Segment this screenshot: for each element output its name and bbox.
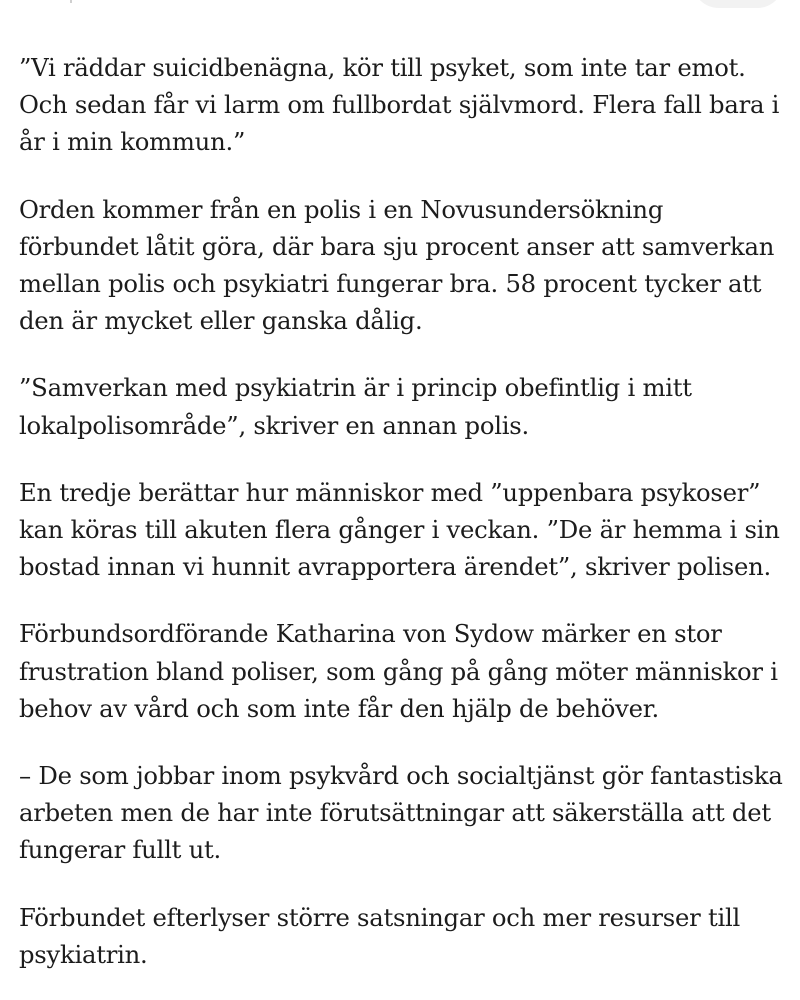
paragraph-psychoses: En tredje berättar hur människor med ”uppenbara psykoser” kan köras till akuten flera gånger i veckan. ”De är hemma i sin bostad innan vi hunnit avrapportera ärendet”, skriver polisen. bbox=[19, 477, 780, 582]
top-action-button[interactable] bbox=[692, 0, 784, 8]
paragraph-novus-survey: Orden kommer från en polis i en Novusundersökning förbundet låtit göra, där bara sju procent anser att samverkan mellan polis och psykiatri fungerar bra. 58 procent tycker att den är mycket eller ganska dålig. bbox=[19, 194, 775, 336]
paragraph-quote-samverkan: ”Samverkan med psykiatrin är i princip obefintlig i mitt lokalpolisområde”, skriver en annan polis. bbox=[19, 373, 692, 440]
paragraph-chairperson: Förbundsordförande Katharina von Sydow märker en stor frustration bland poliser, som gång på gång möter människor i behov av vård och som inte får den hjälp de behöver. bbox=[19, 619, 778, 723]
paragraph-chairperson-quote: – De som jobbar inom psykvård och socialtjänst gör fantastiska arbeten men de har inte förutsättningar att säkerställa att det fungerar fullt ut. bbox=[19, 761, 783, 865]
paragraph-quote-suicide: ”Vi räddar suicidbenägna, kör till psyket, som inte tar emot. Och sedan får vi larm om fullbordat självmord. Flera fall bara i år i min kommun.” bbox=[19, 53, 780, 157]
top-strip bbox=[0, 0, 800, 10]
paragraph-call-for-resources: Förbundet efterlyser större satsningar och mer resurser till psykiatrin. bbox=[19, 902, 741, 969]
article-body bbox=[19, 49, 790, 973]
top-divider-tick bbox=[70, 0, 72, 3]
